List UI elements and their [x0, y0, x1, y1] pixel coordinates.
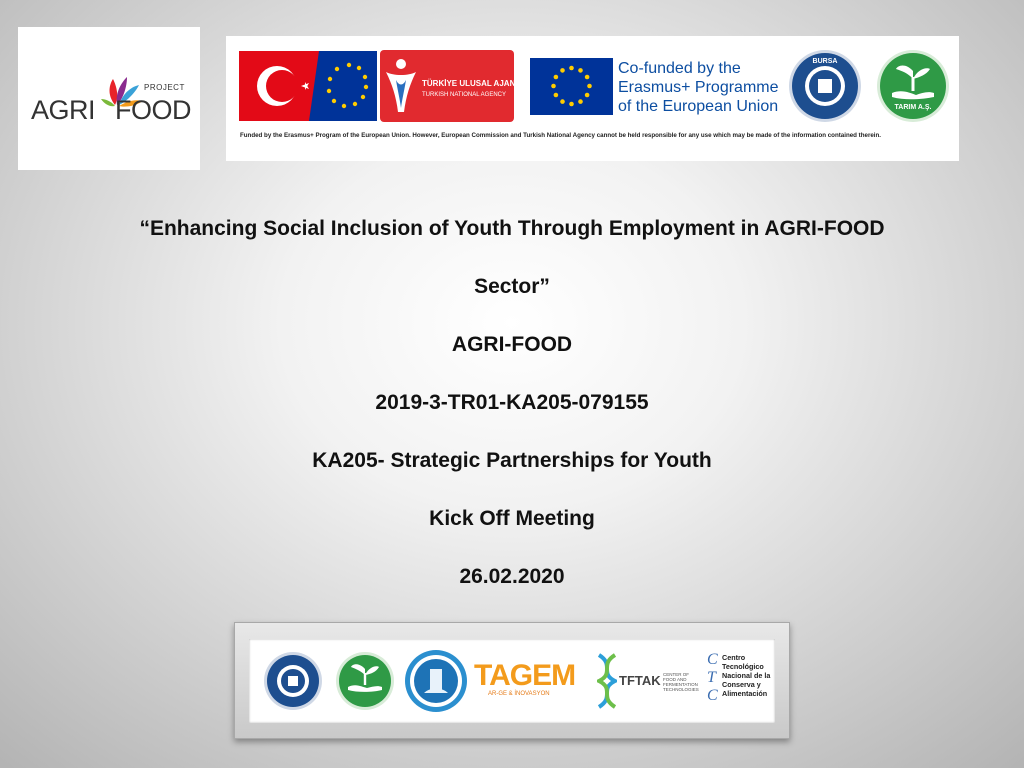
- agrifood-logo: [18, 27, 200, 170]
- ctc-logo: [707, 651, 777, 711]
- logo-project-text: PROJECT: [144, 82, 185, 92]
- tarim-partner-icon: [335, 651, 395, 711]
- cofunded-line-2: Erasmus+ Programme: [618, 79, 779, 96]
- ctc-line-1: Centro: [722, 653, 746, 662]
- ctc-letter-t: T: [707, 669, 716, 686]
- ctc-line-5: Alimentación: [722, 689, 768, 698]
- funding-disclaimer: Funded by the Erasmus+ Program of the European Union. However, European Commission and Turkish National Agency cannot be held responsible for any use which may be made of the information contained therein.: [240, 132, 882, 139]
- tarim-seal-label: TARIM A.Ş.: [894, 104, 932, 111]
- eu-flag-icon: [530, 58, 613, 115]
- cofunded-line-3: of the European Union: [618, 98, 779, 115]
- bursa-municipality-seal-icon: [788, 49, 862, 123]
- ulusal-ajans-logo: [380, 50, 523, 122]
- project-acronym: AGRI-FOOD: [451, 333, 573, 356]
- slide-content: [0, 212, 1024, 618]
- ctc-line-2: Tecnológico: [722, 662, 764, 671]
- turkey-eu-flag-icon: [239, 51, 377, 121]
- logo-agri-text: AGRI: [31, 94, 96, 125]
- project-title-line-1: “Enhancing Social Inclusion of Youth Through Employment in AGRI-FOOD: [139, 217, 885, 240]
- cofunded-line-1: Co-funded by the: [618, 60, 741, 77]
- project-number: 2019-3-TR01-KA205-079155: [375, 391, 649, 414]
- tagem-wordmark: TAGEM: [474, 659, 576, 692]
- logo-food-text: FOOD: [115, 94, 191, 125]
- ulusal-ajans-figure-icon: [384, 56, 418, 116]
- project-title-line-2: Sector”: [474, 275, 550, 298]
- event-date: 26.02.2020: [459, 565, 565, 588]
- bursa-municipality-partner-icon: [263, 651, 323, 711]
- tarim-seal-icon: [876, 49, 950, 123]
- key-action: KA205- Strategic Partnerships for Youth: [312, 449, 712, 472]
- tagem-logo: [474, 661, 575, 697]
- event-name: Kick Off Meeting: [429, 507, 595, 530]
- tftak-helix-icon: [597, 653, 617, 709]
- funding-banner: [226, 36, 959, 161]
- bursa-research-institute-icon: [404, 649, 468, 713]
- tagem-subtitle: AR-GE & İNOVASYON: [488, 691, 550, 697]
- ulusal-ajans-subtitle: TURKISH NATIONAL AGENCY: [422, 92, 507, 98]
- ctc-line-4: Conserva y: [722, 680, 761, 689]
- cofunded-text: [618, 59, 779, 116]
- partner-logos-panel: [249, 639, 775, 723]
- tftak-logo: [597, 653, 699, 709]
- tftak-subtitle: CENTER OF FOOD AND FERMENTATION TECHNOLOGIES: [663, 672, 699, 692]
- tftak-wordmark: TFTAK: [619, 673, 661, 688]
- ctc-letter-c1: C: [707, 651, 718, 668]
- ulusal-ajans-title: TÜRKİYE ULUSAL AJANSI: [422, 79, 523, 88]
- ctc-line-3: Nacional de la: [722, 671, 771, 680]
- bursa-seal-label: BURSA: [812, 58, 838, 65]
- ctc-letters: [707, 651, 719, 705]
- partner-logos-strip: [234, 622, 790, 739]
- ctc-name: [722, 653, 770, 698]
- ctc-letter-c2: C: [707, 687, 718, 704]
